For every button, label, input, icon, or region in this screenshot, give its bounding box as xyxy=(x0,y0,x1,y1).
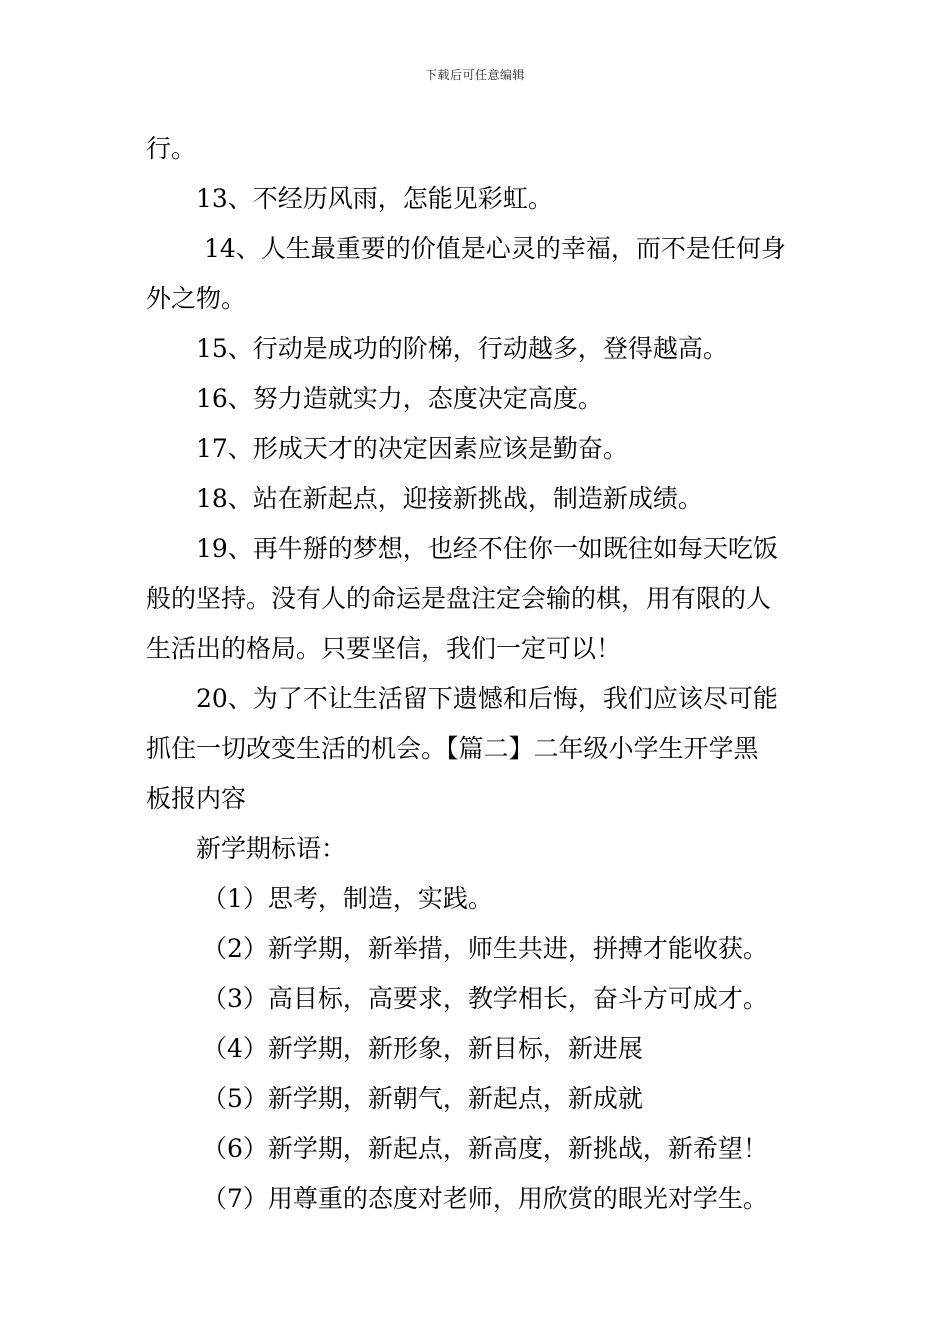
text-line: 抓住一切改变生活的机会。【篇二】二年级小学生开学黑 xyxy=(146,734,759,763)
list-item: （3）高目标，高要求，教学相长，奋斗方可成才。 xyxy=(202,984,768,1013)
text-line: 外之物。 xyxy=(146,284,247,313)
list-item: （7）用尊重的态度对老师，用欣赏的眼光对学生。 xyxy=(202,1184,768,1213)
list-item: （6）新学期，新起点，新高度，新挑战，新希望！ xyxy=(202,1134,768,1163)
text-line: 20、为了不让生活留下遗憾和后悔，我们应该尽可能 xyxy=(196,684,778,713)
text-line: 17、形成天才的决定因素应该是勤奋。 xyxy=(196,434,628,463)
text-line: 般的坚持。没有人的命运是盘注定会输的棋，用有限的人 xyxy=(146,584,772,613)
list-item: （1）思考，制造，实践。 xyxy=(202,884,493,913)
text-line: 板报内容 xyxy=(146,784,247,813)
text-line: 生活出的格局。只要坚信，我们一定可以！ xyxy=(146,634,622,663)
section-heading: 新学期标语： xyxy=(196,834,347,863)
text-line: 13、不经历风雨，怎能见彩虹。 xyxy=(196,184,553,213)
text-line: 15、行动是成功的阶梯，行动越多，登得越高。 xyxy=(196,334,728,363)
list-item: （2）新学期，新举措，师生共进，拼搏才能收获。 xyxy=(202,934,768,963)
list-item: （5）新学期，新朝气，新起点，新成就 xyxy=(202,1084,643,1113)
text-line: 18、站在新起点，迎接新挑战，制造新成绩。 xyxy=(196,484,703,513)
page-header: 下载后可任意编辑 xyxy=(424,68,525,82)
list-item: （4）新学期，新形象，新目标，新进展 xyxy=(202,1034,643,1063)
text-line: 19、再牛掰的梦想，也经不住你一如既往如每天吃饭 xyxy=(196,534,778,563)
text-line: 16、努力造就实力，态度决定高度。 xyxy=(196,384,603,413)
document-body xyxy=(146,124,810,1224)
text-line: 行。 xyxy=(146,134,197,163)
text-line: 14、人生最重要的价值是心灵的幸福，而不是任何身 xyxy=(204,234,786,263)
